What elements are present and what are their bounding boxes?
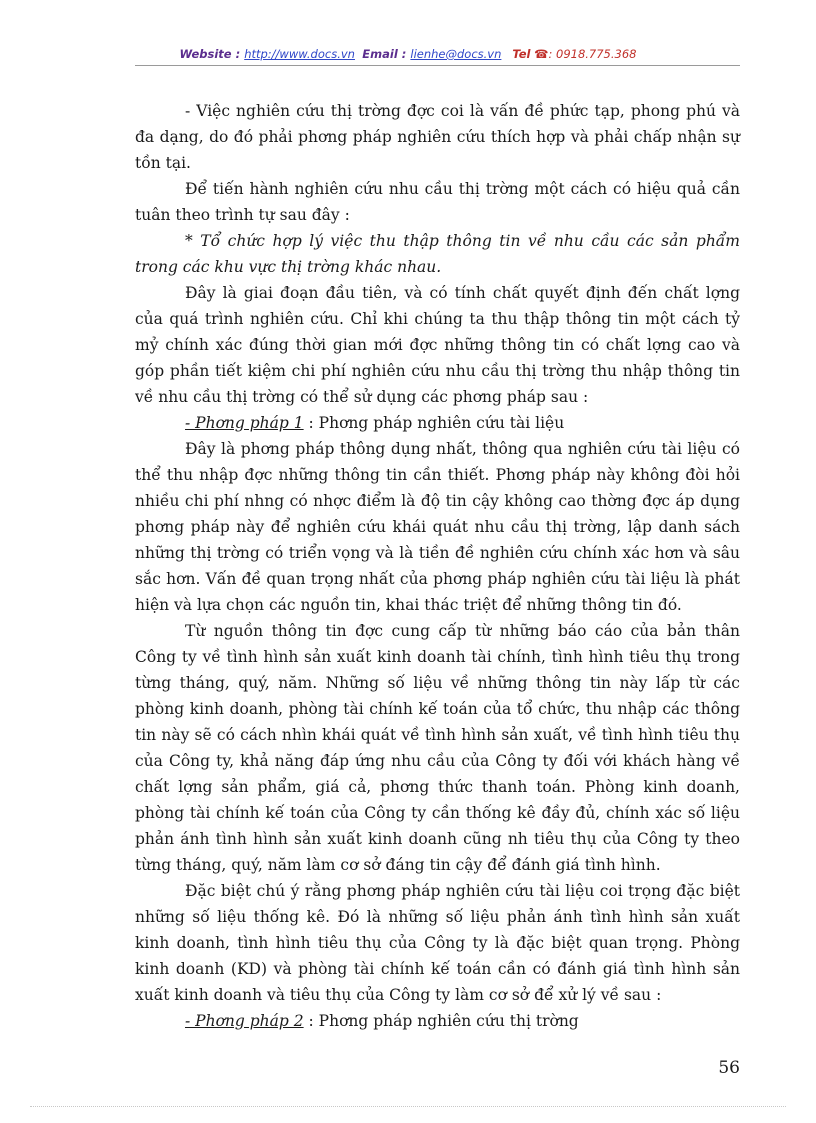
page-number: 56	[718, 1058, 740, 1078]
paragraph: Đây là phơng pháp thông dụng nhất, thông qua nghiên cứu tài liệu có thể thu nhập đợc những thông tin cần thiết. Phơng pháp này không đòi hỏi nhiều chi phí nhng có nhợc điểm là độ tin cậy không cao thờng đợc áp dụng phơng pháp này để nghiên cứu khái quát nhu cầu thị trờng, lập danh sách những thị trờng có triển vọng và là tiền đề nghiên cứu chính xác hơn và sâu sắc hơn. Vấn đề quan trọng nhất của phơng pháp nghiên cứu tài liệu là phát hiện và lựa chọn các nguồn tin, khai thác triệt để những thông tin đó.	[135, 440, 740, 614]
website-label: Website	[179, 47, 232, 61]
paragraph: - Việc nghiên cứu thị trờng đợc coi là vấn đề phức tạp, phong phú và đa dạng, do đó phải phơng pháp nghiên cứu thích hợp và phải chấp nhận sự tồn tại.	[135, 102, 740, 172]
tel-value: 0918.775.368	[556, 47, 637, 61]
paragraph: Đây là giai đoạn đầu tiên, và có tính chất quyết định đến chất lợng của quá trình nghiên cứu. Chỉ khi chúng ta thu thập thông tin một cách tỷ mỷ chính xác đúng thời gian mới đợc những thông tin có chất lợng cao và góp phần tiết kiệm chi phí nghiên cứu nhu cầu thị trờng thu nhập thông tin về nhu cầu thị trờng có thể sử dụng các phơng pháp sau :	[135, 284, 740, 406]
method-2-heading	[135, 1008, 740, 1034]
paragraph: Để tiến hành nghiên cứu nhu cầu thị trờng một cách có hiệu quả cần tuân theo trình tự sau đây :	[135, 180, 740, 224]
page-header: Website : http://www.docs.vn Email : lienhe@docs.vn Tel ☎: 0918.775.368	[179, 47, 637, 61]
method-1-label: - Phơng pháp 1	[185, 414, 304, 432]
email-link[interactable]: lienhe@docs.vn	[410, 47, 502, 61]
section-heading: * Tổ chức hợp lý việc thu thập thông tin về nhu cầu các sản phẩm trong các khu vực thị trờng khác nhau.	[135, 232, 740, 276]
method-2-label: - Phơng pháp 2	[185, 1012, 304, 1030]
telephone-icon: ☎	[534, 47, 549, 61]
tel-label: Tel	[512, 47, 531, 61]
website-link[interactable]: http://www.docs.vn	[244, 47, 355, 61]
paragraph: Từ nguồn thông tin đợc cung cấp từ những báo cáo của bản thân Công ty về tình hình sản xuất kinh doanh tài chính, tình hình tiêu thụ trong từng tháng, quý, năm. Những số liệu về những thông tin này lấp từ các phòng kinh doanh, phòng tài chính kế toán của tổ chức, thu nhập các thông tin này sẽ có cách nhìn khái quát về tình hình sản xuất, về tình hình tiêu thụ của Công ty, khả năng đáp ứng nhu cầu của Công ty đối với khách hàng về chất lợng sản phẩm, giá cả, phơng thức thanh toán. Phòng kinh doanh, phòng tài chính kế toán của Công ty cần thống kê đầy đủ, chính xác số liệu phản ánh tình hình sản xuất kinh doanh cũng nh tiêu thụ của Công ty theo từng tháng, quý, năm làm cơ sở đáng tin cậy để đánh giá tình hình.	[135, 622, 740, 874]
document-body	[135, 98, 740, 1034]
method-1-text: : Phơng pháp nghiên cứu tài liệu	[303, 414, 565, 432]
method-2-text: : Phơng pháp nghiên cứu thị trờng	[303, 1012, 579, 1030]
footer-divider	[30, 1106, 786, 1107]
method-1-heading	[135, 410, 740, 436]
paragraph: Đặc biệt chú ý rằng phơng pháp nghiên cứu tài liệu coi trọng đặc biệt những số liệu thống kê. Đó là những số liệu phản ánh tình hình sản xuất kinh doanh, tình hình tiêu thụ của Công ty là đặc biệt quan trọng. Phòng kinh doanh (KD) và phòng tài chính kế toán cần có đánh giá tình hình sản xuất kinh doanh và tiêu thụ của Công ty làm cơ sở để xử lý về sau :	[135, 882, 740, 1004]
header-divider	[135, 65, 740, 66]
email-label: Email	[362, 47, 398, 61]
